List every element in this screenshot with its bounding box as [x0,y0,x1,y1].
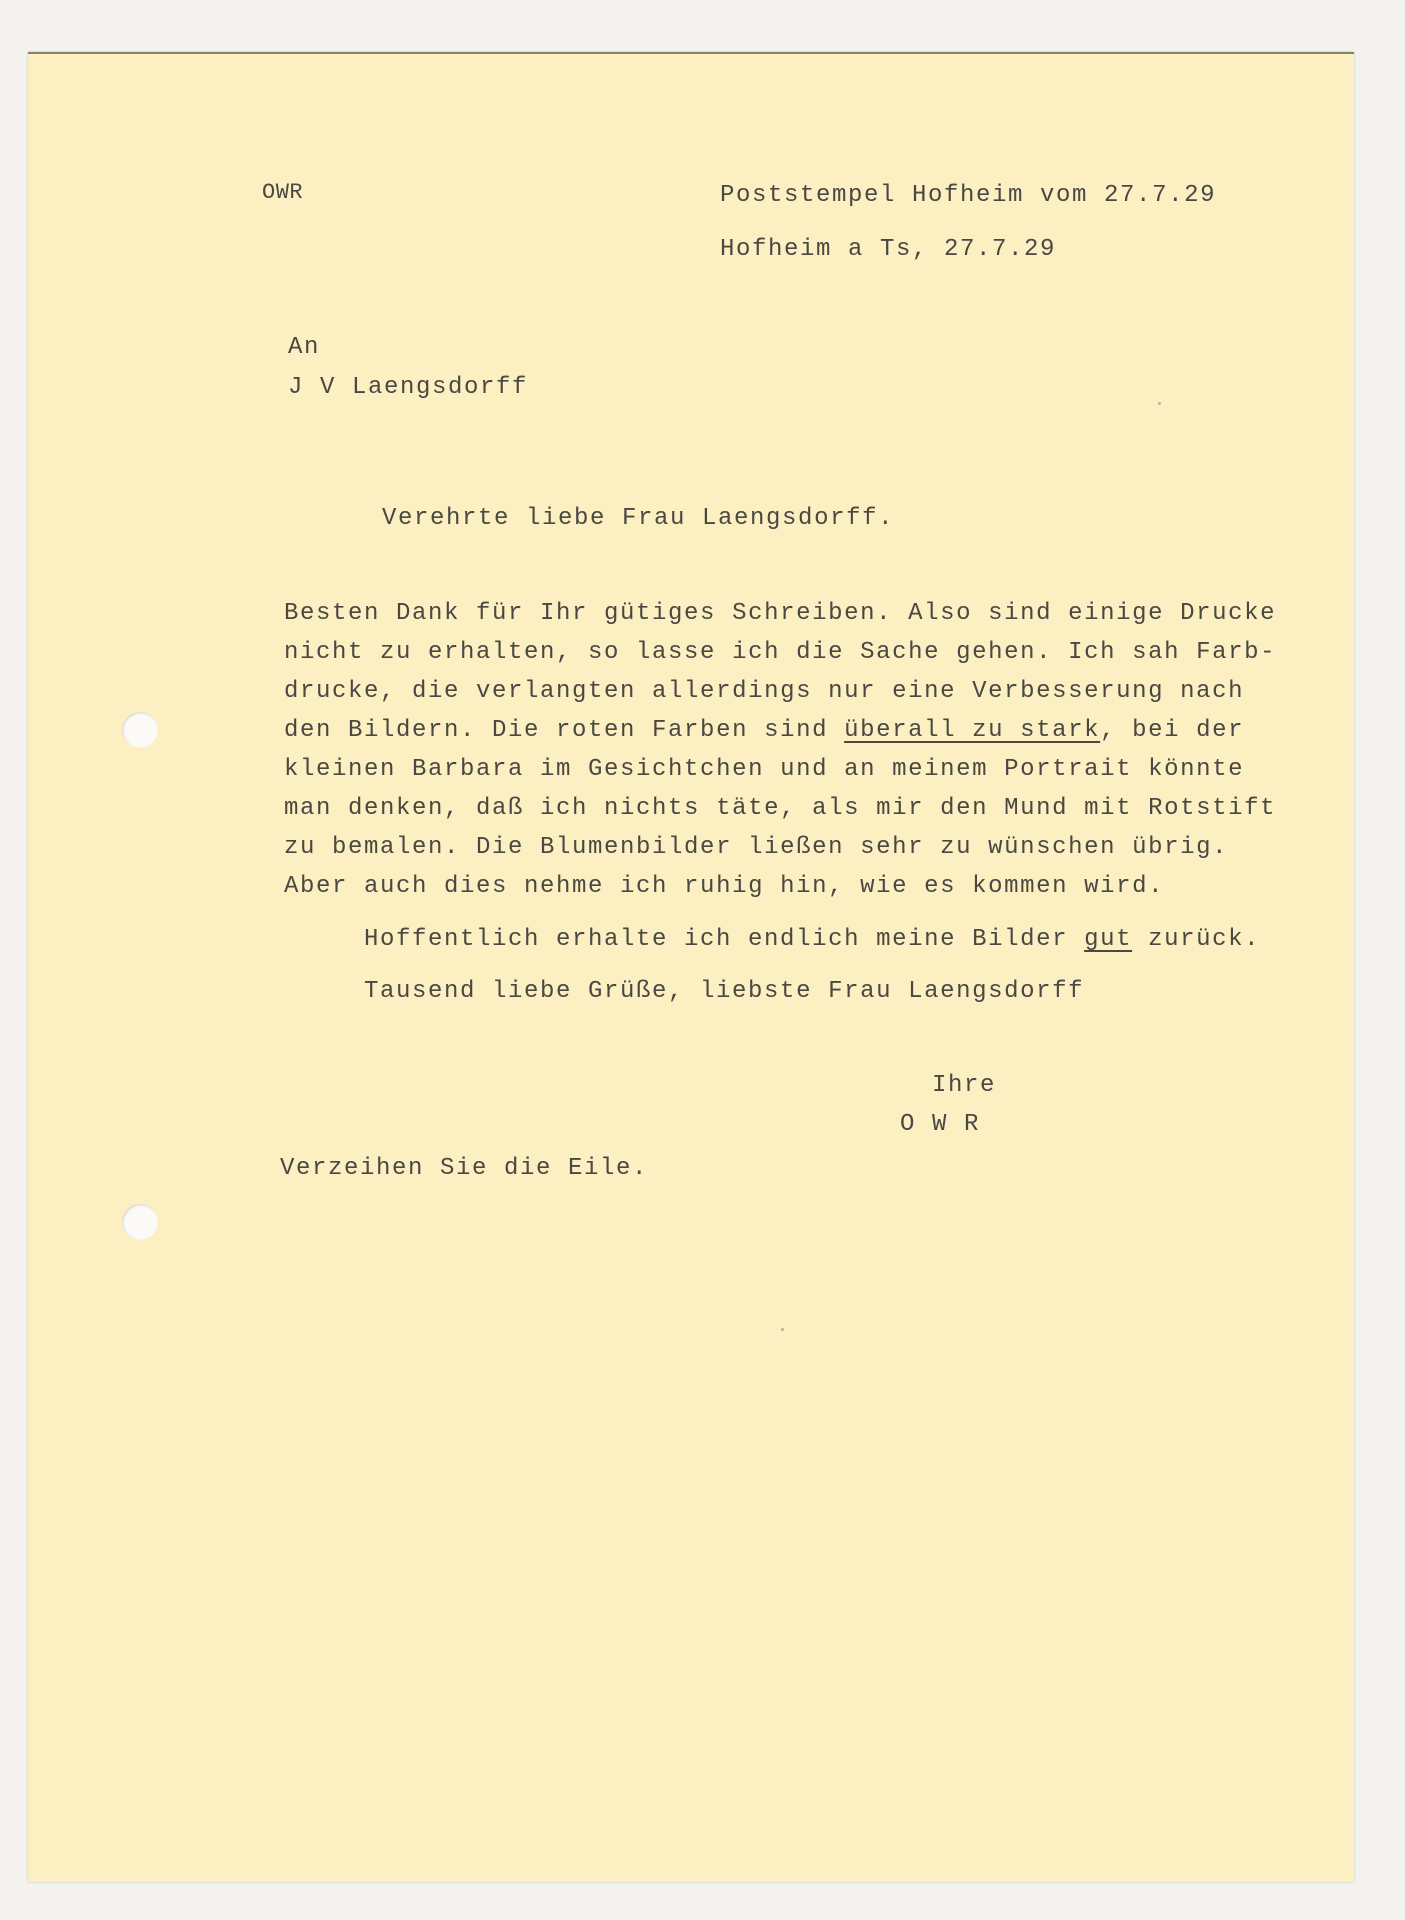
body-line: nicht zu erhalten, so lasse ich die Sache gehen. Ich sah Farb- [284,639,1277,666]
salutation: Verehrte liebe Frau Laengsdorff. [382,505,895,532]
body-line-text: den Bildern. Die roten Farben sind [284,717,845,744]
body-line: Aber auch dies nehme ich ruhig hin, wie es kommen wird. [284,873,1165,900]
recipient-prefix: An [288,334,321,361]
body-line-text: Hoffentlich erhalte ich endlich meine Bilder [364,926,1085,953]
body-line: drucke, die verlangten allerdings nur eine Verbesserung nach [284,678,1245,705]
place-date-line: Hofheim a Ts, 27.7.29 [720,236,1057,263]
body-line [284,719,1244,743]
postmark-line: Poststempel Hofheim vom 27.7.29 [720,182,1217,209]
punch-hole-lower [122,1204,158,1240]
recipient-name: J V Laengsdorff [288,374,529,401]
closing-word: Ihre [932,1072,997,1099]
body-line: kleinen Barbara im Gesichtchen und an meinem Portrait könnte [284,756,1245,783]
hope-line [364,928,1260,952]
punch-hole-upper [122,712,158,748]
body-line: man denken, daß ich nichts täte, als mir den Mund mit Rotstift [284,795,1277,822]
underlined-word: gut [1084,926,1133,953]
postscript: Verzeihen Sie die Eile. [280,1155,649,1182]
body-line: zu bemalen. Die Blumenbilder ließen sehr zu wünschen übrig. [284,834,1229,861]
greeting-line: Tausend liebe Grüße, liebste Frau Laengsdorff [364,978,1085,1005]
letter-page [28,52,1354,1882]
body-line: Besten Dank für Ihr gütiges Schreiben. Also sind einige Drucke [284,600,1277,627]
paper-speck [1158,402,1161,405]
body-line-text: zurück. [1132,926,1261,953]
paper-speck [781,1328,784,1331]
sender-initials: OWR [262,180,304,205]
underlined-phrase: überall zu stark [844,717,1101,744]
body-line-text: , bei der [1100,717,1245,744]
signature-initials: O W R [900,1111,981,1138]
